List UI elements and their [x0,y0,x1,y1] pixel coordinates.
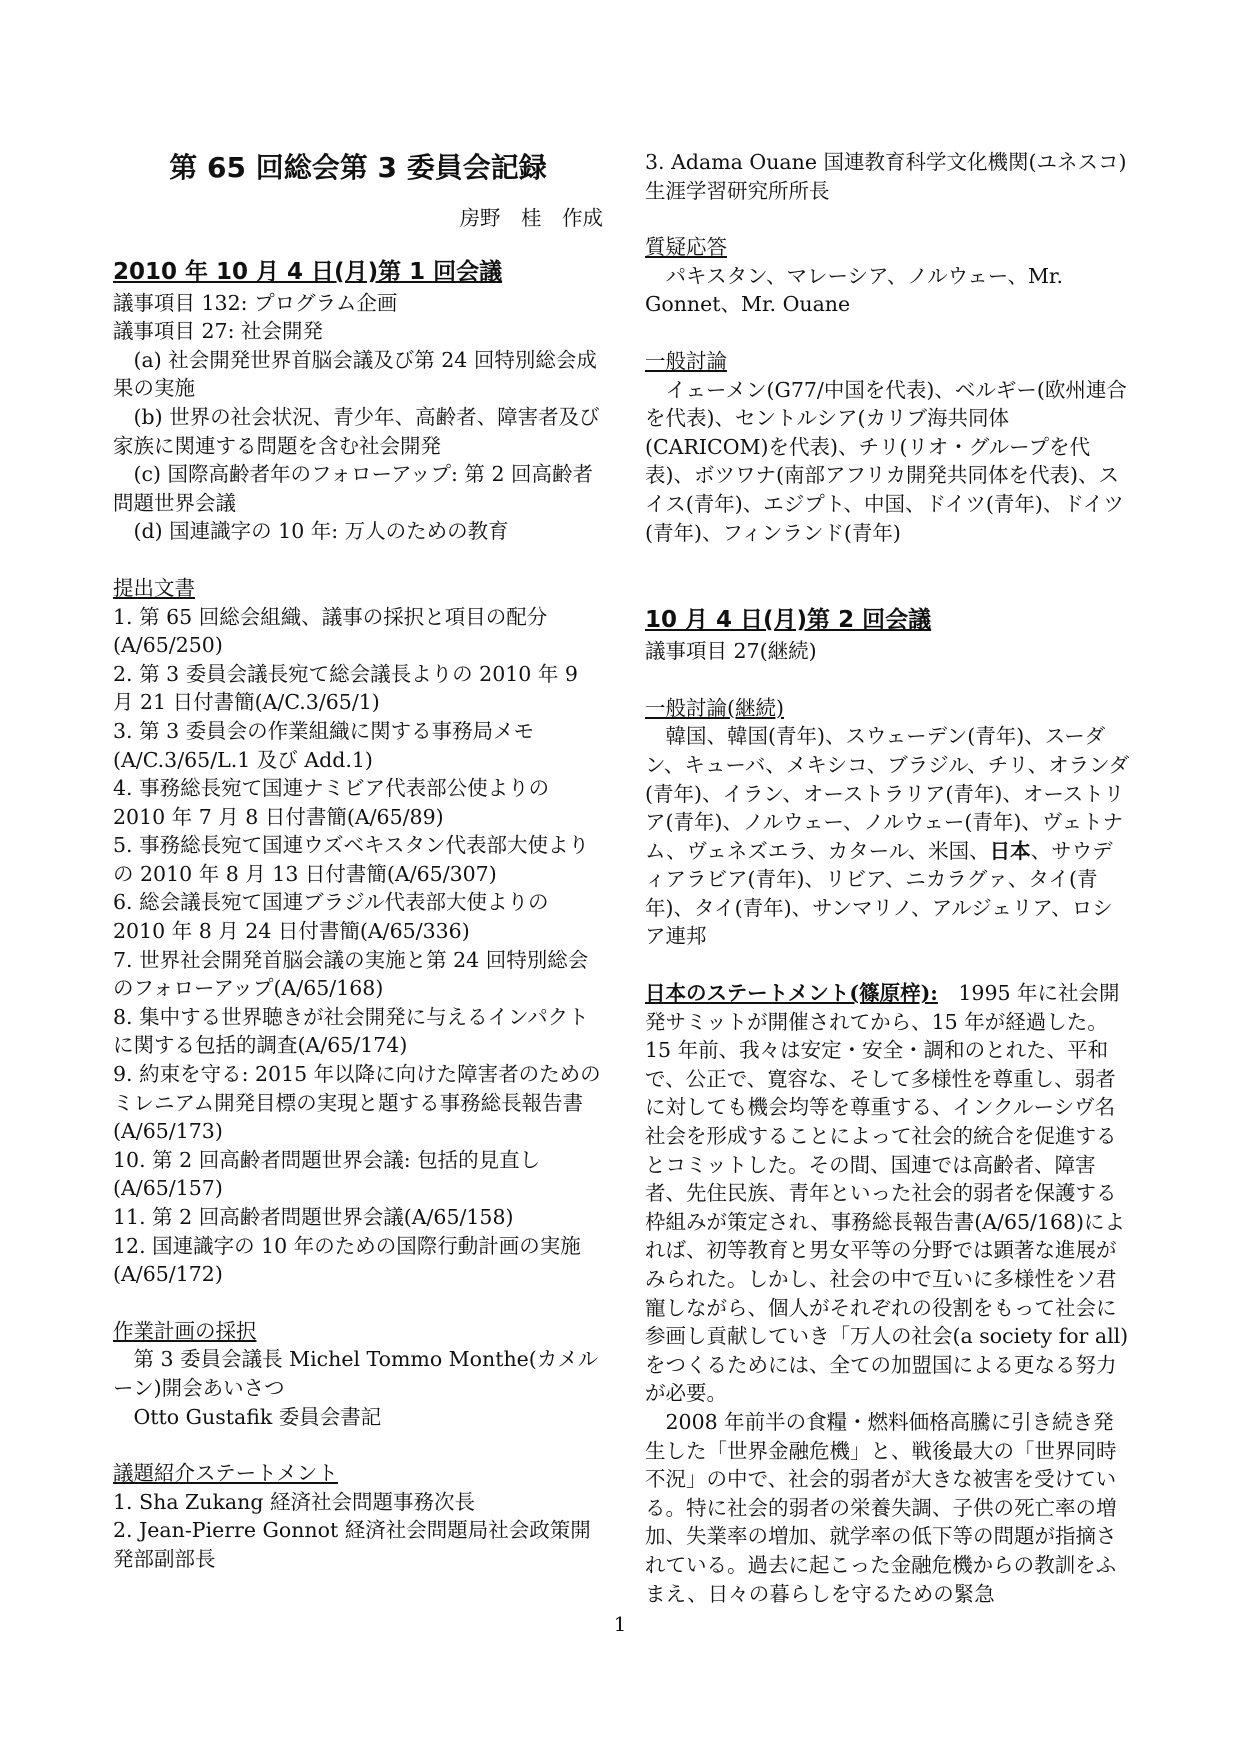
agenda-sub-item: (d) 国連識字の 10 年: 万人のための教育 [133,519,509,544]
document-item: 3. 第 3 委員会の作業組織に関する事務局メモ(A/C.3/65/L.1 及び Add.1) [113,718,535,772]
document-item: 12. 国連識字の 10 年のための国際行動計画の実施(A/65/172) [113,1233,581,1287]
qa-text: パキスタン、マレーシア、ノルウェー、Mr. Gonnet、Mr. Ouane [645,263,1063,317]
document-item: 10. 第 2 回高齢者問題世界会議: 包括的見直し(A/65/157) [113,1147,541,1201]
agenda-sub-item: (a) 社会開発世界首脳会議及び第 24 回特別総会成果の実施 [113,347,597,401]
intro-item: 3. Adama Ouane 国連教育科学文化機関(ユネスコ)生涯学習研究所所長 [645,150,1127,203]
right-column [645,148,1131,1608]
japan-statement-heading: 日本のステートメント(篠原梓): [645,981,938,1006]
document-item: 11. 第 2 回高齢者問題世界会議(A/65/158) [113,1205,514,1229]
general-debate-heading: 一般討論 [645,348,727,373]
workplan-line: 第 3 委員会議長 Michel Tommo Monthe(カメルーン)開会あいさつ [113,1347,599,1400]
document-title: 第 65 回総会第 3 委員会記録 [169,151,547,184]
document-item: 9. 約束を守る: 2015 年以降に向けた障害者のためのミレニアム開発目標の実現と題する事務総長報告書(A/65/173) [113,1062,601,1144]
meeting2-heading: 10 月 4 日(月)第 2 回会議 [645,607,932,634]
speaker-list-part: 、サウディアラビア(青年)、リビア、ニカラグァ、タイ(青年)、タイ(青年)、サンマリノ、アルジェリア、ロシア連邦 [645,838,1113,949]
japan-highlight: 日本 [989,838,1031,863]
documents-heading: 提出文書 [113,575,195,600]
japan-statement-text: 1995 年に社会開発サミットが開催されてから、15 年が経過した。15 年前、我々は安定・安全・調和のとれた、平和で、公正で、寛容な、そして多様性を尊重し、弱者に対しても機会均等を尊重する、インクルーシヴ名社会を形成することによって社会的統合を促進するとコミットした。その間、国連では高齢者、障害者、先住民族、青年といった社会的弱者を保護する枠組みが策定され、事務総長報告書(A/65/168)によれば、初等教育と男女平等の分野では顕著な進展がみられた。しかし、社会の中で互いに多様性をソ君寵しながら、個人がそれぞれの役割をもって社会に参画し貢献していき「万人の社会(a society for all)をつくるためには、全ての加盟国による更なる努力が必要。 [645,981,1129,1406]
workplan-heading: 作業計画の採択 [113,1318,257,1343]
meeting1-heading: 2010 年 10 月 4 日(月)第 1 回会議 [113,258,503,285]
agenda-item: 議事項目 132: プログラム企画 [113,290,398,315]
document-item: 2. 第 3 委員会議長宛て総会議長よりの 2010 年 9 月 21 日付書簡(A/C.3/65/1) [113,661,578,715]
document-item: 5. 事務総長宛て国連ウズベキスタン代表部大使よりの 2010 年 8 月 13 日付書簡(A/65/307) [113,833,590,886]
intro-item: 1. Sha Zukang 経済社会問題事務次長 [113,1489,475,1514]
agenda-sub-item: (b) 世界の社会状況、青少年、高齢者、障害者及び家族に関連する問題を含む社会開発 [113,404,600,458]
document-item: 4. 事務総長宛て国連ナミビア代表部公使よりの 2010 年 7 月 8 日付書簡(A/65/89) [113,776,550,829]
speaker-list-part: 韓国、韓国(青年)、スウェーデン(青年)、スーダン、キューバ、メキシコ、ブラジル、チリ、オランダ(青年)、イラン、オーストラリア(青年)、オーストリア(青年)、ノルウェー、ノルウェー(青年)、ヴェトナム、ヴェネズエラ、カタール、米国、 [645,724,1130,863]
left-column [113,148,603,1574]
page-number: 1 [613,1612,627,1636]
document-item: 7. 世界社会開発首脳会議の実施と第 24 回特別総会のフォローアップ(A/65/168) [113,947,589,1001]
general-debate-continued-text [645,722,1131,951]
intro-statement-heading: 議題紹介ステートメント [113,1461,338,1486]
document-item: 8. 集中する世界聴きが社会開発に与えるインパクトに関する包括的調査(A/65/174) [113,1004,589,1058]
agenda-sub-item: (c) 国際高齢者年のフォローアップ: 第 2 回高齢者問題世界会議 [113,462,594,515]
japan-statement-paragraph: 2008 年前半の食糧・燃料価格高騰に引き続き発生した「世界金融危機」と、戦後最大の「世界同時不況」の中で、社会的弱者が大きな被害を受けている。特に社会的弱者の栄養失調、子供の死亡率の増加、失業率の増加、就学率の低下等の問題が指摘されている。過去に起こった金融危機からの教訓をふまえ、日々の暮らしを守るための緊急 [645,1409,1117,1606]
general-debate-text: イェーメン(G77/中国を代表)、ベルギー(欧州連合を代表)、セントルシア(カリブ海共同体(CARICOM)を代表)、チリ(リオ・グループを代表)、ボツワナ(南部アフリカ開発共同体を代表)、スイス(青年)、エジプト、中国、ドイツ(青年)、ドイツ(青年)、フィンランド(青年) [645,377,1127,545]
agenda-item: 議事項目 27: 社会開発 [113,319,324,344]
general-debate-continued-heading: 一般討論(継続) [645,695,784,720]
document-item: 6. 総会議長宛て国連ブラジル代表部大使よりの 2010 年 8 月 24 日付書簡(A/65/336) [113,890,549,944]
intro-item: 2. Jean-Pierre Gonnot 経済社会問題局社会政策開発部副部長 [113,1518,591,1571]
author-line: 房野 桂 作成 [459,206,603,230]
workplan-line: Otto Gustafik 委員会書記 [133,1404,382,1429]
document-item: 1. 第 65 回総会組織、議事の採択と項目の配分(A/65/250) [113,604,548,658]
qa-heading: 質疑応答 [645,235,727,260]
japan-statement [645,979,1131,1408]
meeting2-agenda: 議事項目 27(継続) [645,639,817,664]
